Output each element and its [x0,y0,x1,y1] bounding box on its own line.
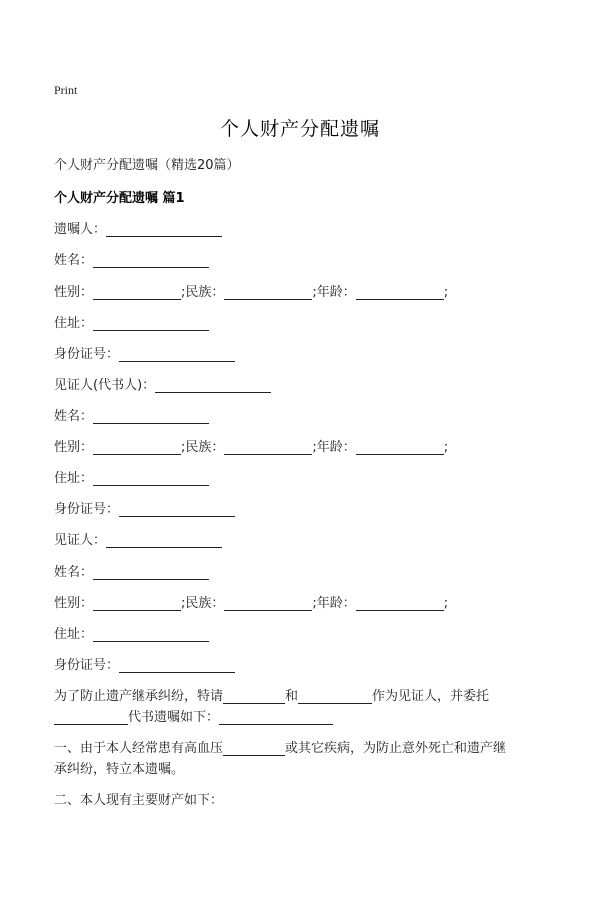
witness-row [54,529,222,549]
id-row-3 [54,654,235,674]
address-label: 住址： [54,627,94,642]
p1-blank-a [223,689,285,704]
ethnicity-label: ;民族： [181,596,225,611]
age-label: ;年龄： [312,440,356,455]
testator-blank [106,222,222,237]
name-label: 姓名： [54,253,94,268]
semicolon: ; [443,440,449,455]
witness-writer-label: 见证人(代书人)： [54,378,156,393]
ethnicity-blank [224,285,312,300]
paragraph-3 [54,789,223,808]
address-row-1 [54,312,209,332]
print-label: Print [54,83,78,97]
id-number-label: 身份证号： [54,658,120,673]
name-row-3 [54,561,209,581]
id-row-1 [54,343,235,363]
name-label: 姓名： [54,565,94,580]
id-number-blank [119,347,235,362]
gender-blank [93,596,181,611]
p1-blank-c [54,710,128,725]
gender-label: 性别： [54,440,94,455]
id-number-label: 身份证号： [54,347,120,362]
gender-row-3 [54,592,448,612]
semicolon: ; [443,285,449,300]
p2-blank-a [223,741,285,756]
gender-blank [93,285,181,300]
section-heading: 个人财产分配遗嘱 篇1 [54,191,185,206]
gender-row-1 [54,281,448,301]
age-label: ;年龄： [312,285,356,300]
name-blank [93,565,209,580]
gender-label: 性别： [54,596,94,611]
witness-writer-blank [155,378,271,393]
paragraph-1-line-1 [54,685,489,704]
ethnicity-blank [224,596,312,611]
address-label: 住址： [54,471,94,486]
document-subtitle: 个人财产分配遗嘱（精选20篇） [54,158,240,173]
address-blank [93,316,209,331]
name-row-2 [54,405,209,425]
p3-text: 二、本人现有主要财产如下： [54,793,224,808]
p1-text-b: 作为见证人，并委托 [372,689,490,704]
ethnicity-label: ;民族： [181,440,225,455]
address-row-2 [54,467,209,487]
address-label: 住址： [54,316,94,331]
p2-text-a: 一、由于本人经常患有高血压 [54,741,224,756]
p2-text-c: 承纠纷，特立本遗嘱。 [54,762,185,777]
age-blank [356,285,444,300]
witness-label: 见证人： [54,533,107,548]
gender-row-2 [54,436,448,456]
address-blank [93,627,209,642]
paragraph-1-line-2 [54,706,333,725]
name-row-1 [54,249,209,269]
p1-blank-b [298,689,372,704]
age-blank [356,596,444,611]
witness-writer-row [54,374,271,394]
p1-text-and: 和 [285,689,299,704]
id-number-blank [119,502,235,517]
paragraph-2-line-2 [54,758,184,777]
p2-text-b: 或其它疾病，为防止意外死亡和遗产继 [285,741,507,756]
id-row-2 [54,498,235,518]
name-label: 姓名： [54,409,94,424]
gender-blank [93,440,181,455]
p1-text-c: 代书遗嘱如下： [128,710,220,725]
address-blank [93,471,209,486]
witness-blank [106,533,222,548]
testator-row [54,218,222,238]
ethnicity-label: ;民族： [181,285,225,300]
age-blank [356,440,444,455]
semicolon: ; [443,596,449,611]
name-blank [93,253,209,268]
address-row-3 [54,623,209,643]
document-title: 个人财产分配遗嘱 [219,118,380,140]
testator-label: 遗嘱人： [54,222,107,237]
id-number-blank [119,658,235,673]
age-label: ;年龄： [312,596,356,611]
p1-text-a: 为了防止遗产继承纠纷，特请 [54,689,224,704]
paragraph-2-line-1 [54,737,506,756]
name-blank [93,409,209,424]
id-number-label: 身份证号： [54,502,120,517]
ethnicity-blank [224,440,312,455]
p1-blank-d [219,710,333,725]
gender-label: 性别： [54,285,94,300]
